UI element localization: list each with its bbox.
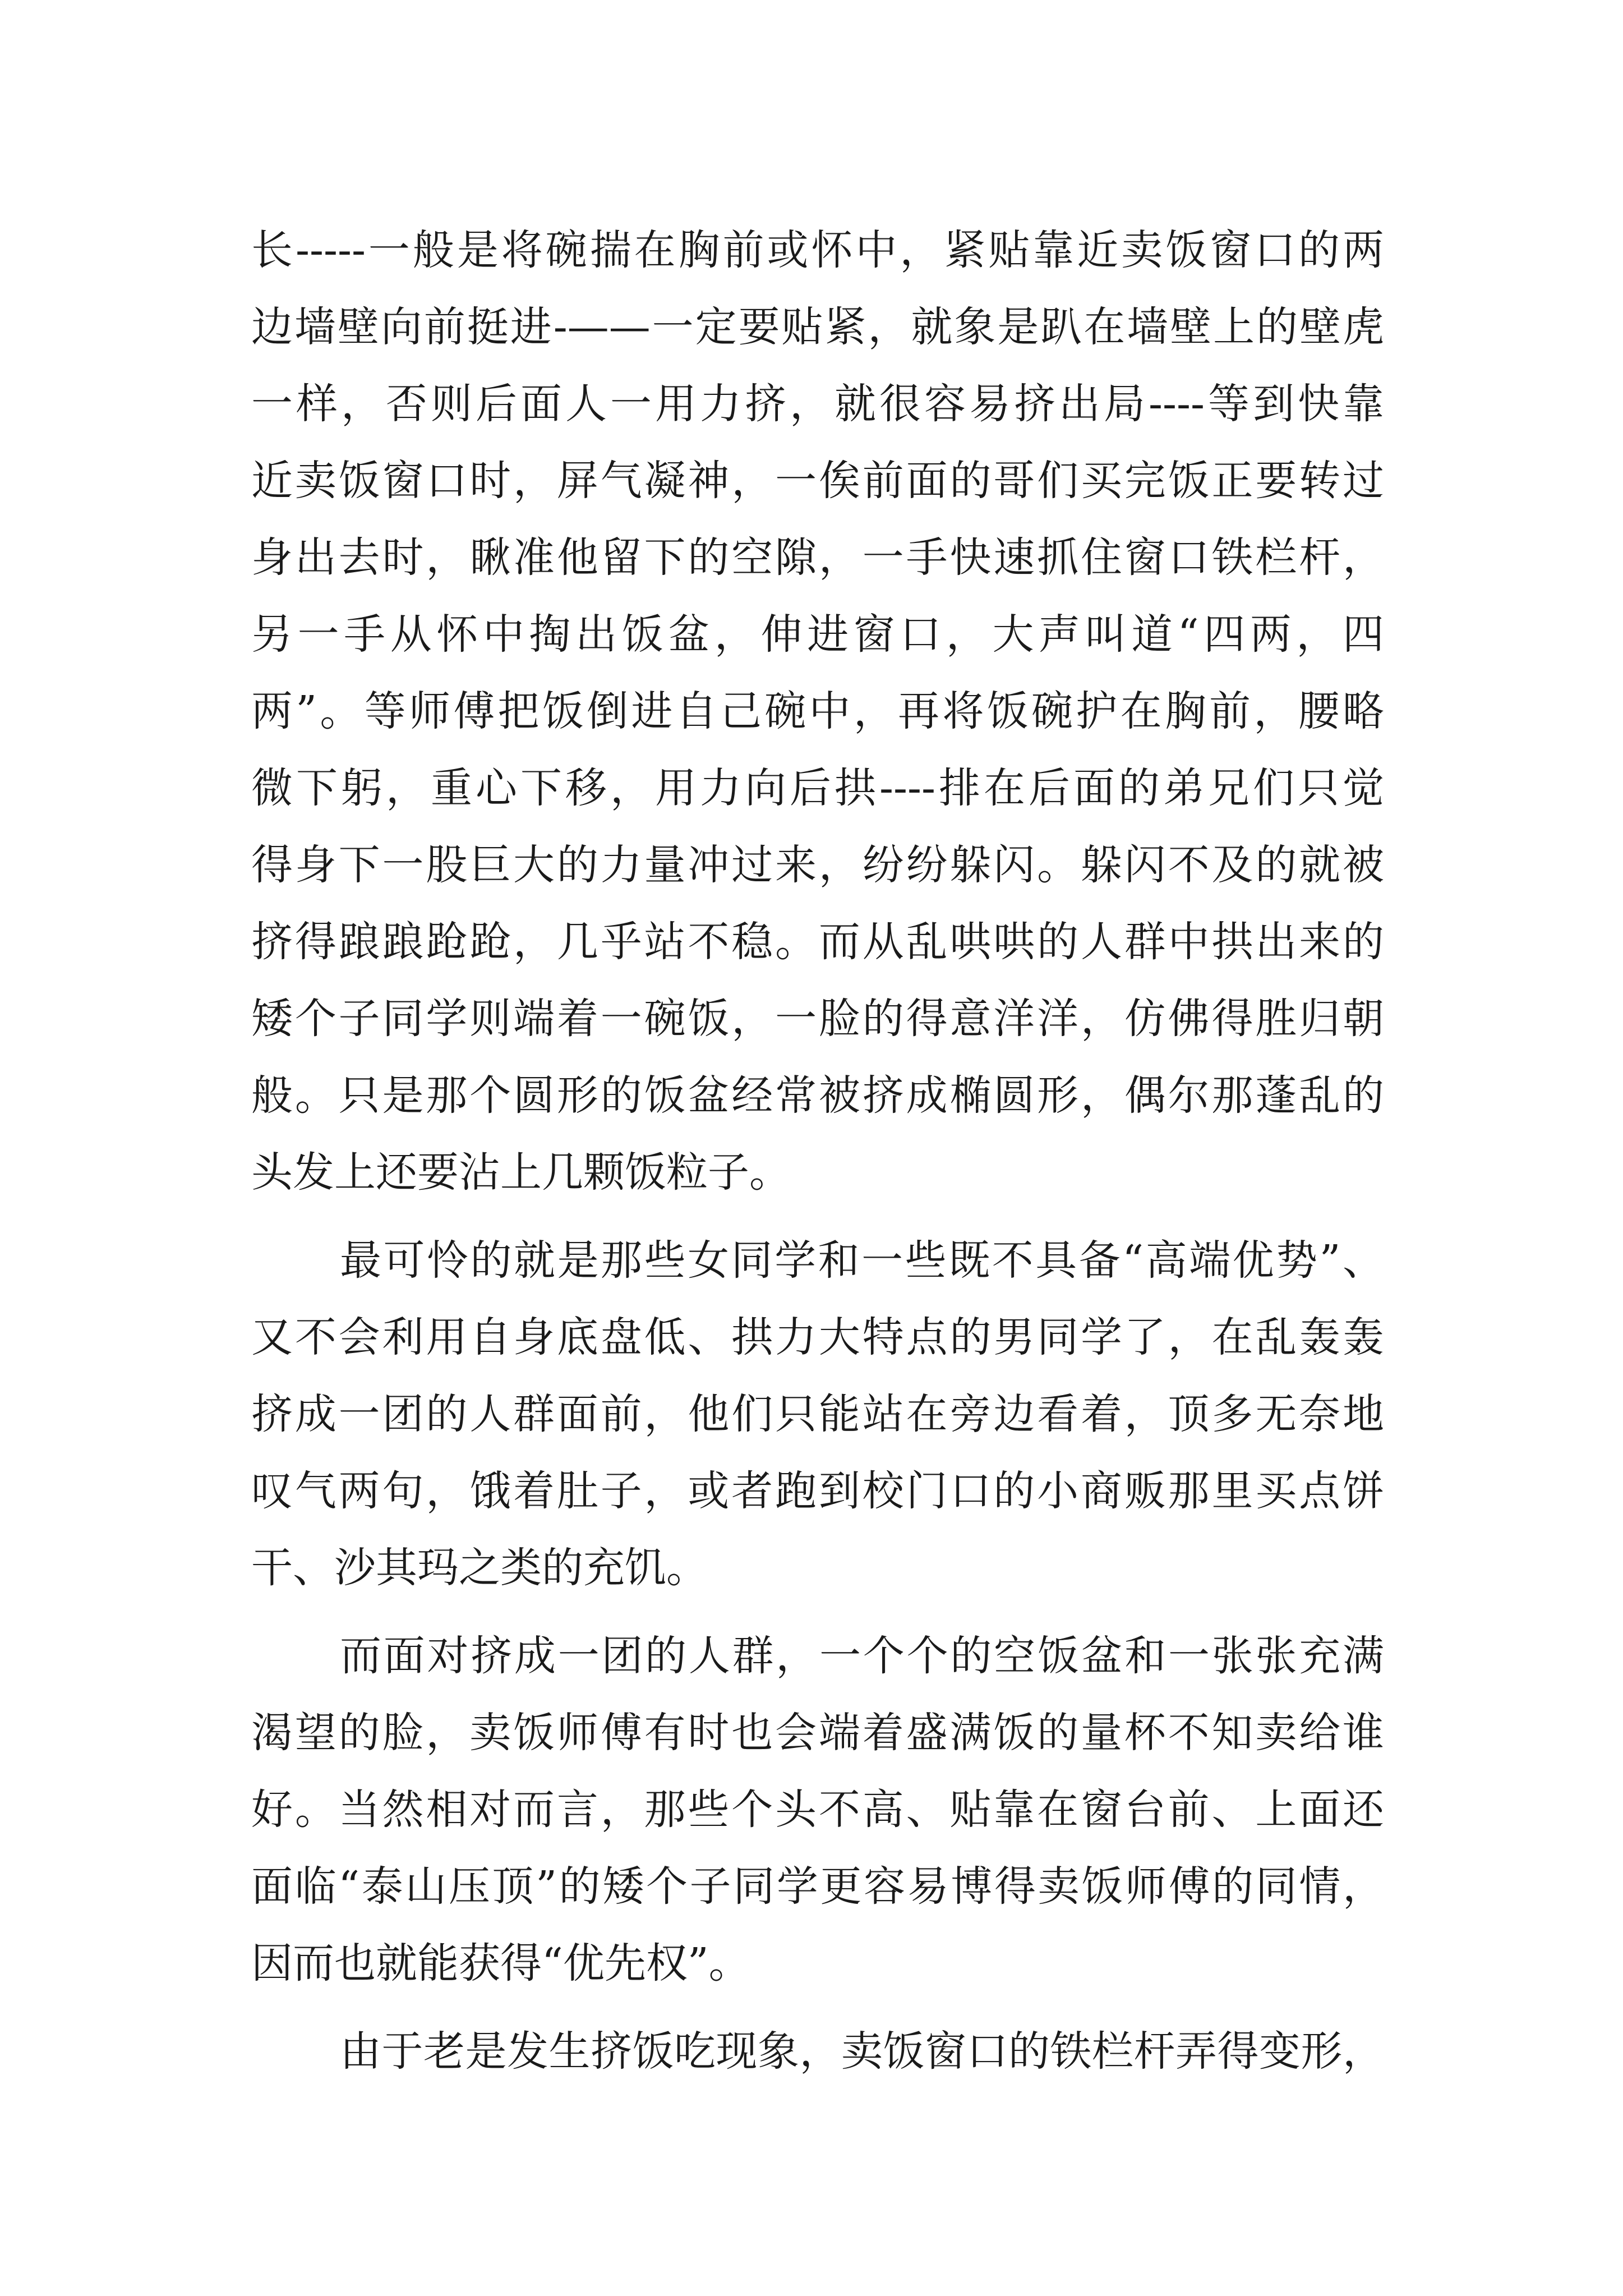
- text-line: 头发上还要沾上几颗饭粒子。: [251, 1148, 791, 1197]
- text-line: 而面对挤成一团的人群，一个个的空饭盆和一张张充满: [340, 1632, 1384, 1680]
- text-line: 挤得踉踉跄跄，几乎站不稳。而从乱哄哄的人群中拱出来的: [251, 918, 1384, 966]
- text-line: 般。只是那个圆形的饭盆经常被挤成椭圆形，偶尔那蓬乱的: [251, 1071, 1384, 1120]
- text-line: 因而也就能获得“优先权”。: [251, 1939, 750, 1987]
- text-line: 干、沙其玛之类的充饥。: [251, 1544, 708, 1592]
- body-text: [251, 212, 1384, 2090]
- text-line: 边墙壁向前挺进-——一定要贴紧，就象是趴在墙壁上的壁虎: [251, 303, 1384, 351]
- paragraph-2: [251, 1222, 1384, 1607]
- text-line: 面临“泰山压顶”的矮个子同学更容易博得卖饭师傅的同情，: [251, 1862, 1384, 1911]
- text-line: 由于老是发生挤饭吃现象，卖饭窗口的铁栏杆弄得变形，: [340, 2027, 1384, 2076]
- text-line: 挤成一团的人群面前，他们只能站在旁边看着，顶多无奈地: [251, 1390, 1384, 1438]
- text-line: 又不会利用自身底盘低、拱力大特点的男同学了，在乱轰轰: [251, 1313, 1384, 1361]
- text-line: 得身下一股巨大的力量冲过来，纷纷躲闪。躲闪不及的就被: [251, 841, 1384, 889]
- text-line: 最可怜的就是那些女同学和一些既不具备“高端优势”、: [340, 1236, 1384, 1285]
- text-line: 另一手从怀中掏出饭盆，伸进窗口，大声叫道“四两，四: [251, 610, 1384, 659]
- text-line: 好。当然相对而言，那些个头不高、贴靠在窗台前、上面还: [251, 1786, 1384, 1834]
- text-line: 叹气两句，饿着肚子，或者跑到校门口的小商贩那里买点饼: [251, 1467, 1384, 1515]
- paragraph-3: [251, 1618, 1384, 2002]
- text-line: 一样，否则后面人一用力挤，就很容易挤出局----等到快靠: [251, 380, 1384, 428]
- text-line: 身出去时，瞅准他留下的空隙，一手快速抓住窗口铁栏杆，: [251, 533, 1384, 582]
- paragraph-4: [251, 2013, 1384, 2090]
- text-line: 矮个子同学则端着一碗饭，一脸的得意洋洋，仿佛得胜归朝: [251, 995, 1384, 1043]
- text-line: 渴望的脸，卖饭师傅有时也会端着盛满饭的量杯不知卖给谁: [251, 1709, 1384, 1757]
- text-line: 长-----一般是将碗揣在胸前或怀中，紧贴靠近卖饭窗口的两: [251, 226, 1384, 274]
- text-line: 两”。等师傅把饭倒进自己碗中，再将饭碗护在胸前，腰略: [251, 687, 1384, 735]
- text-line: 微下躬，重心下移，用力向后拱----排在后面的弟兄们只觉: [251, 764, 1384, 812]
- text-line: 近卖饭窗口时，屏气凝神，一俟前面的哥们买完饭正要转过: [251, 457, 1384, 505]
- paragraph-1: [251, 212, 1384, 1211]
